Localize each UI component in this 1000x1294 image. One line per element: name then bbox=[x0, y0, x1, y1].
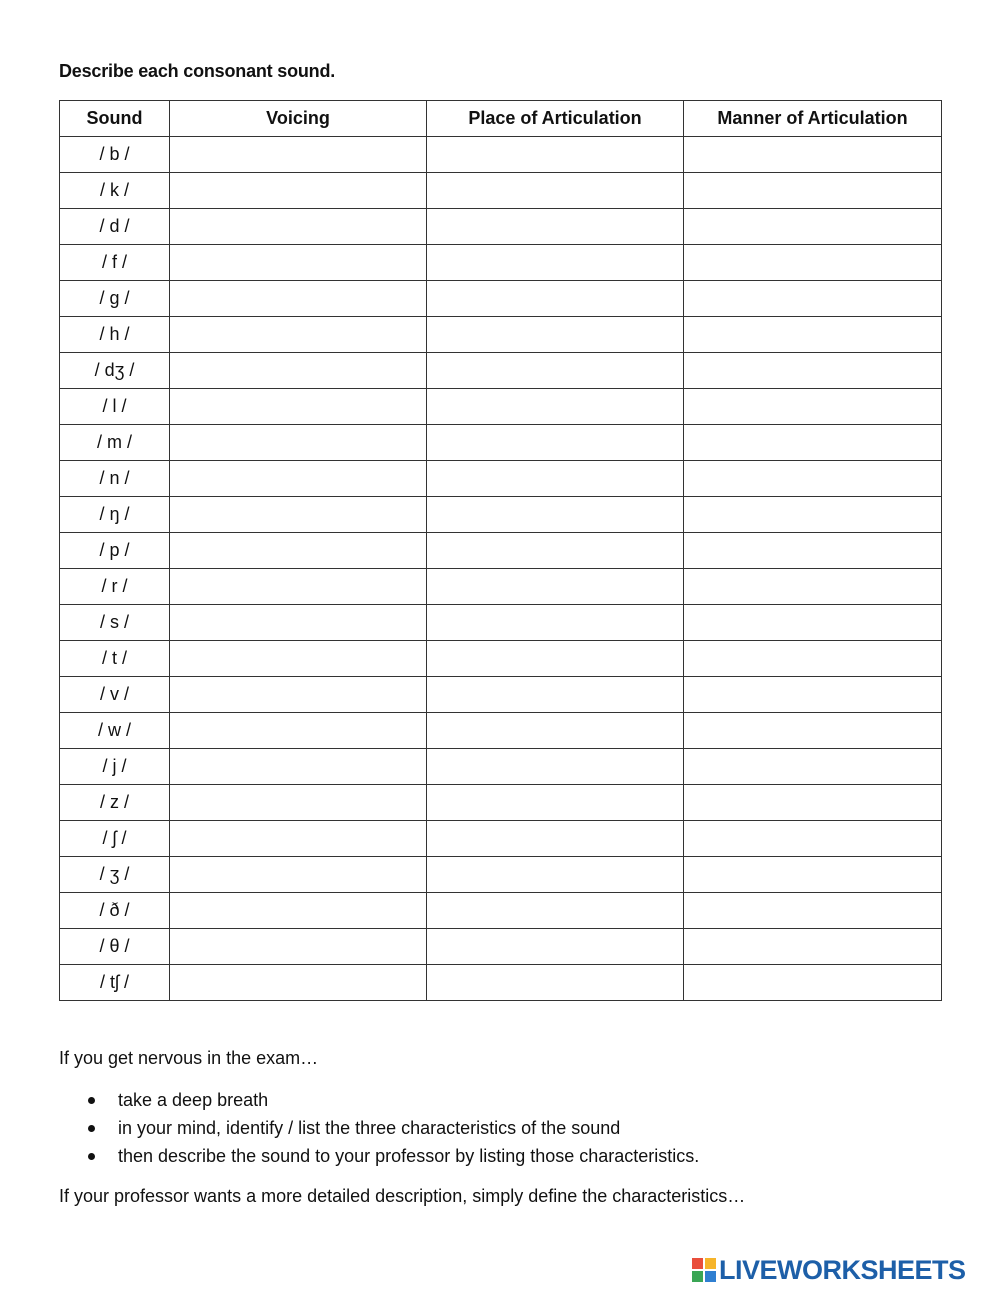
header-place: Place of Articulation bbox=[427, 101, 684, 137]
place-answer-cell[interactable] bbox=[427, 893, 684, 929]
table-row bbox=[60, 281, 942, 317]
manner-answer-cell[interactable] bbox=[684, 461, 942, 497]
manner-answer-cell[interactable] bbox=[684, 533, 942, 569]
voicing-answer-cell[interactable] bbox=[170, 785, 427, 821]
manner-answer-cell[interactable] bbox=[684, 857, 942, 893]
tip-text: in your mind, identify / list the three characteristics of the sound bbox=[118, 1118, 621, 1138]
place-answer-cell[interactable] bbox=[427, 209, 684, 245]
manner-answer-cell[interactable] bbox=[684, 677, 942, 713]
tip-text: then describe the sound to your professor by listing those characteristics. bbox=[118, 1146, 700, 1166]
manner-answer-cell[interactable] bbox=[684, 173, 942, 209]
sound-cell: / f / bbox=[60, 245, 170, 281]
brand-name: LIVEWORKSHEETS bbox=[719, 1254, 966, 1285]
header-voicing: Voicing bbox=[170, 101, 427, 137]
table-row bbox=[60, 641, 942, 677]
sound-cell: / b / bbox=[60, 137, 170, 173]
manner-answer-cell[interactable] bbox=[684, 641, 942, 677]
sound-cell: / h / bbox=[60, 317, 170, 353]
manner-answer-cell[interactable] bbox=[684, 713, 942, 749]
list-item bbox=[59, 1114, 699, 1142]
place-answer-cell[interactable] bbox=[427, 677, 684, 713]
manner-answer-cell[interactable] bbox=[684, 605, 942, 641]
voicing-answer-cell[interactable] bbox=[170, 821, 427, 857]
bullet-icon bbox=[88, 1125, 95, 1132]
place-answer-cell[interactable] bbox=[427, 857, 684, 893]
consonant-table bbox=[59, 100, 942, 1001]
outro-text: If your professor wants a more detailed description, simply define the characteristics… bbox=[59, 1186, 746, 1206]
table-row bbox=[60, 569, 942, 605]
table-row bbox=[60, 461, 942, 497]
table-row bbox=[60, 677, 942, 713]
sound-cell: / v / bbox=[60, 677, 170, 713]
table-row bbox=[60, 137, 942, 173]
manner-answer-cell[interactable] bbox=[684, 785, 942, 821]
table-row bbox=[60, 497, 942, 533]
manner-answer-cell[interactable] bbox=[684, 497, 942, 533]
sound-cell: / t / bbox=[60, 641, 170, 677]
voicing-answer-cell[interactable] bbox=[170, 173, 427, 209]
manner-answer-cell[interactable] bbox=[684, 929, 942, 965]
voicing-answer-cell[interactable] bbox=[170, 461, 427, 497]
place-answer-cell[interactable] bbox=[427, 533, 684, 569]
table-row bbox=[60, 893, 942, 929]
table-row bbox=[60, 857, 942, 893]
sound-cell: / z / bbox=[60, 785, 170, 821]
place-answer-cell[interactable] bbox=[427, 929, 684, 965]
voicing-answer-cell[interactable] bbox=[170, 245, 427, 281]
place-answer-cell[interactable] bbox=[427, 749, 684, 785]
voicing-answer-cell[interactable] bbox=[170, 677, 427, 713]
manner-answer-cell[interactable] bbox=[684, 389, 942, 425]
sound-cell: / tʃ / bbox=[60, 965, 170, 1001]
bullet-icon bbox=[88, 1097, 95, 1104]
sound-cell: / p / bbox=[60, 533, 170, 569]
place-answer-cell[interactable] bbox=[427, 569, 684, 605]
table-row bbox=[60, 965, 942, 1001]
sound-cell: / s / bbox=[60, 605, 170, 641]
place-answer-cell[interactable] bbox=[427, 713, 684, 749]
table-row bbox=[60, 605, 942, 641]
voicing-answer-cell[interactable] bbox=[170, 929, 427, 965]
table-row bbox=[60, 317, 942, 353]
voicing-answer-cell[interactable] bbox=[170, 893, 427, 929]
sound-cell: / n / bbox=[60, 461, 170, 497]
header-manner: Manner of Articulation bbox=[684, 101, 942, 137]
tip-text: take a deep breath bbox=[118, 1090, 269, 1110]
manner-answer-cell[interactable] bbox=[684, 209, 942, 245]
sound-cell: / w / bbox=[60, 713, 170, 749]
voicing-answer-cell[interactable] bbox=[170, 857, 427, 893]
table-row bbox=[60, 209, 942, 245]
sound-cell: / k / bbox=[60, 173, 170, 209]
table-row bbox=[60, 389, 942, 425]
place-answer-cell[interactable] bbox=[427, 605, 684, 641]
table-header-row bbox=[60, 101, 942, 137]
voicing-answer-cell[interactable] bbox=[170, 497, 427, 533]
sound-cell: / j / bbox=[60, 749, 170, 785]
sound-cell: / d / bbox=[60, 209, 170, 245]
table-body bbox=[60, 137, 942, 1001]
voicing-answer-cell[interactable] bbox=[170, 281, 427, 317]
table-row bbox=[60, 353, 942, 389]
voicing-answer-cell[interactable] bbox=[170, 137, 427, 173]
manner-answer-cell[interactable] bbox=[684, 245, 942, 281]
place-answer-cell[interactable] bbox=[427, 137, 684, 173]
sound-cell: / ʒ / bbox=[60, 857, 170, 893]
place-answer-cell[interactable] bbox=[427, 281, 684, 317]
table-row bbox=[60, 821, 942, 857]
voicing-answer-cell[interactable] bbox=[170, 317, 427, 353]
voicing-answer-cell[interactable] bbox=[170, 749, 427, 785]
bullet-icon bbox=[88, 1153, 95, 1160]
sound-cell: / ð / bbox=[60, 893, 170, 929]
header-sound: Sound bbox=[60, 101, 170, 137]
table-row bbox=[60, 785, 942, 821]
manner-answer-cell[interactable] bbox=[684, 893, 942, 929]
manner-answer-cell[interactable] bbox=[684, 965, 942, 1001]
table-row bbox=[60, 245, 942, 281]
sound-cell: / g / bbox=[60, 281, 170, 317]
sound-cell: / dʒ / bbox=[60, 353, 170, 389]
voicing-answer-cell[interactable] bbox=[170, 965, 427, 1001]
tips-list bbox=[59, 1086, 699, 1170]
table-row bbox=[60, 533, 942, 569]
liveworksheets-logo-icon bbox=[692, 1258, 716, 1282]
intro-text: If you get nervous in the exam… bbox=[59, 1048, 319, 1068]
voicing-answer-cell[interactable] bbox=[170, 605, 427, 641]
place-answer-cell[interactable] bbox=[427, 821, 684, 857]
manner-answer-cell[interactable] bbox=[684, 821, 942, 857]
list-item bbox=[59, 1086, 699, 1114]
place-answer-cell[interactable] bbox=[427, 965, 684, 1001]
manner-answer-cell[interactable] bbox=[684, 137, 942, 173]
manner-answer-cell[interactable] bbox=[684, 353, 942, 389]
manner-answer-cell[interactable] bbox=[684, 569, 942, 605]
sound-cell: / ŋ / bbox=[60, 497, 170, 533]
voicing-answer-cell[interactable] bbox=[170, 533, 427, 569]
place-answer-cell[interactable] bbox=[427, 785, 684, 821]
voicing-answer-cell[interactable] bbox=[170, 425, 427, 461]
voicing-answer-cell[interactable] bbox=[170, 389, 427, 425]
table-row bbox=[60, 425, 942, 461]
voicing-answer-cell[interactable] bbox=[170, 353, 427, 389]
place-answer-cell[interactable] bbox=[427, 317, 684, 353]
list-item bbox=[59, 1142, 699, 1170]
table-row bbox=[60, 929, 942, 965]
voicing-answer-cell[interactable] bbox=[170, 209, 427, 245]
manner-answer-cell[interactable] bbox=[684, 749, 942, 785]
table-row bbox=[60, 749, 942, 785]
place-answer-cell[interactable] bbox=[427, 389, 684, 425]
worksheet-heading: Describe each consonant sound. bbox=[59, 61, 336, 81]
sound-cell: / r / bbox=[60, 569, 170, 605]
voicing-answer-cell[interactable] bbox=[170, 641, 427, 677]
place-answer-cell[interactable] bbox=[427, 461, 684, 497]
place-answer-cell[interactable] bbox=[427, 497, 684, 533]
sound-cell: / l / bbox=[60, 389, 170, 425]
sound-cell: / m / bbox=[60, 425, 170, 461]
place-answer-cell[interactable] bbox=[427, 245, 684, 281]
table-row bbox=[60, 713, 942, 749]
place-answer-cell[interactable] bbox=[427, 641, 684, 677]
brand-logo bbox=[692, 1254, 966, 1286]
place-answer-cell[interactable] bbox=[427, 173, 684, 209]
voicing-answer-cell[interactable] bbox=[170, 569, 427, 605]
place-answer-cell[interactable] bbox=[427, 353, 684, 389]
manner-answer-cell[interactable] bbox=[684, 425, 942, 461]
table-row bbox=[60, 173, 942, 209]
sound-cell: / θ / bbox=[60, 929, 170, 965]
sound-cell: / ʃ / bbox=[60, 821, 170, 857]
manner-answer-cell[interactable] bbox=[684, 317, 942, 353]
voicing-answer-cell[interactable] bbox=[170, 713, 427, 749]
place-answer-cell[interactable] bbox=[427, 425, 684, 461]
manner-answer-cell[interactable] bbox=[684, 281, 942, 317]
